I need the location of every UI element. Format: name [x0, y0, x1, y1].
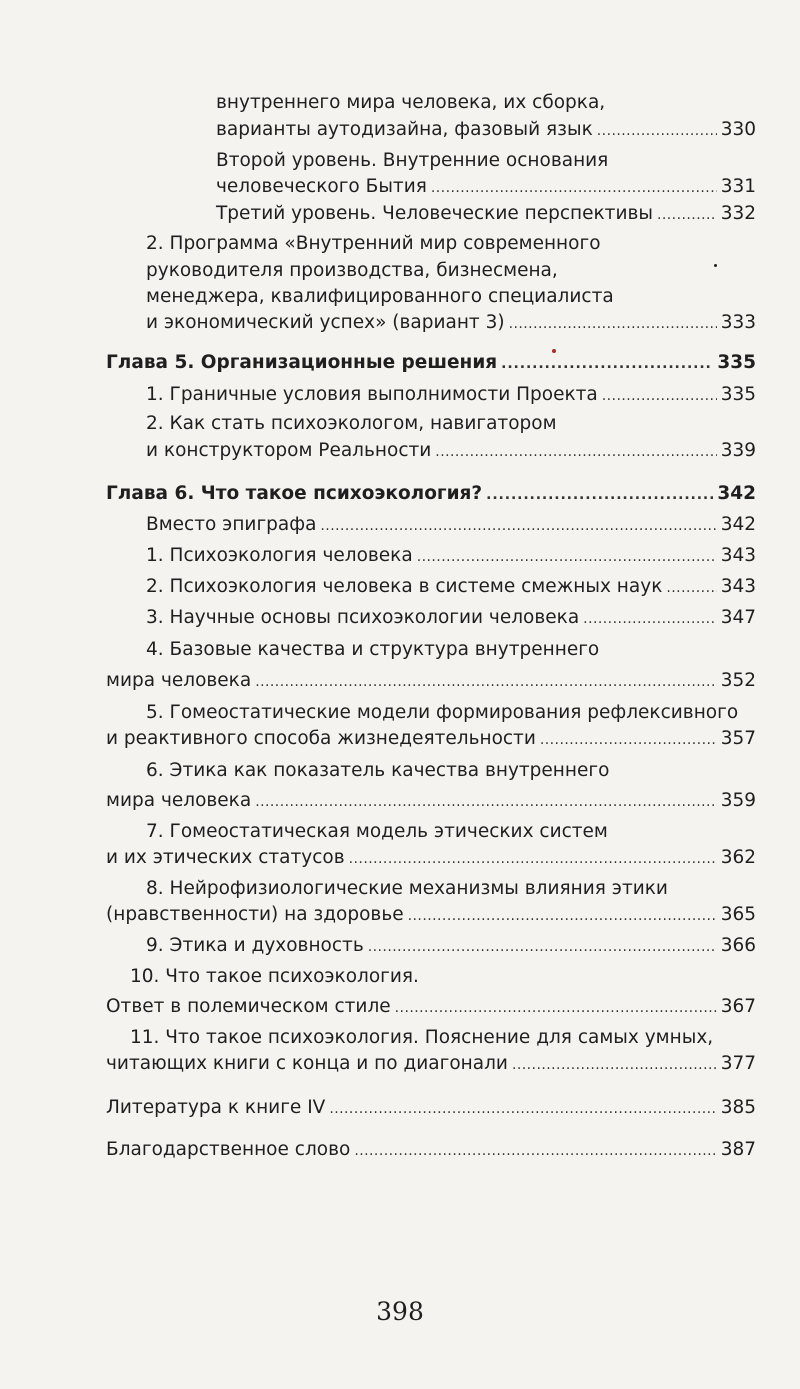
toc-entry-text: 1. Психоэкология человека — [146, 545, 413, 566]
toc-entry-line: 8. Нейрофизиологические механизмы влияния этики — [146, 878, 668, 899]
chapter-title: Глава 5. Организационные решения — [106, 352, 498, 373]
dot-leader — [255, 668, 716, 695]
toc-entry — [146, 574, 756, 601]
toc-entry-line: 7. Гомеостатическая модель этических систем — [146, 821, 608, 842]
toc-entry — [106, 726, 756, 753]
toc-page-number: 366 — [720, 935, 756, 956]
toc-entry-text: и их этических статусов — [106, 847, 345, 868]
toc-entry-text: Третий уровень. Человеческие перспективы — [216, 203, 653, 224]
toc-entry — [106, 1137, 756, 1164]
toc-entry-text: 3. Научные основы психоэкологии человека — [146, 607, 580, 628]
toc-entry-text: и конструктором Реальности — [146, 440, 432, 461]
toc-entry-text: 2. Психоэкология человека в системе смежных наук — [146, 576, 663, 597]
dot-leader — [583, 605, 717, 632]
toc-entry-line: внутреннего мира человека, их сборка, — [216, 92, 606, 113]
dot-leader — [501, 350, 713, 377]
dot-leader — [417, 543, 717, 570]
toc-entry-text: варианты аутодизайна, фазовый язык — [216, 119, 593, 140]
toc-page-number: 359 — [720, 790, 756, 811]
toc-page-number: 333 — [720, 312, 756, 333]
toc-page-number: 362 — [720, 847, 756, 868]
toc-entry-line: 2. Программа «Внутренний мир современного — [146, 233, 601, 254]
dot-leader — [255, 788, 716, 815]
toc-page-number: 332 — [720, 203, 756, 224]
toc-chapter-heading — [106, 350, 756, 377]
toc-entry — [106, 994, 756, 1021]
toc-entry — [146, 605, 756, 632]
toc-entry-text: читающих книги с конца и по диагонали — [106, 1053, 508, 1074]
toc-page-number: 385 — [720, 1097, 756, 1118]
toc-entry-line: 10. Что такое психоэкология. — [130, 966, 419, 987]
toc-entry-line: Второй уровень. Внутренние основания — [216, 150, 609, 171]
toc-page-number: 352 — [720, 670, 756, 691]
toc-page-number: 367 — [720, 996, 756, 1017]
dot-leader — [540, 726, 717, 753]
toc-page-number: 335 — [720, 384, 756, 405]
toc-page-number: 335 — [717, 352, 756, 373]
toc-entry-text: (нравственности) на здоровье — [106, 904, 404, 925]
toc-page-number: 357 — [720, 728, 756, 749]
dot-leader — [431, 174, 717, 201]
toc-entry — [146, 933, 756, 960]
dot-leader — [597, 117, 717, 144]
toc-entry-text: человеческого Бытия — [216, 176, 427, 197]
toc-page-number: 342 — [720, 514, 756, 535]
dot-leader — [666, 574, 716, 601]
dot-leader — [368, 933, 717, 960]
toc-entry-text: Вместо эпиграфа — [146, 514, 317, 535]
dot-leader — [320, 512, 716, 539]
toc-page-number: 343 — [720, 545, 756, 566]
dot-leader — [349, 845, 717, 872]
toc-page-number: 347 — [720, 607, 756, 628]
dot-leader — [329, 1095, 716, 1122]
dot-leader — [486, 481, 713, 508]
dot-leader — [395, 994, 717, 1021]
toc-entry-text: мира человека — [106, 670, 252, 691]
toc-entry-text: 9. Этика и духовность — [146, 935, 364, 956]
toc-entry — [146, 382, 756, 409]
toc-entry — [216, 174, 756, 201]
toc-page-number: 330 — [720, 119, 756, 140]
toc-entry-text: Благодарственное слово — [106, 1139, 351, 1160]
dot-leader — [408, 902, 717, 929]
toc-entry — [146, 543, 756, 570]
toc-entry — [106, 845, 756, 872]
scan-speck — [714, 264, 717, 267]
toc-entry-line: 2. Как стать психоэкологом, навигатором — [146, 413, 557, 434]
dot-leader — [602, 382, 717, 409]
toc-page-number: 342 — [717, 483, 756, 504]
toc-page-number: 339 — [720, 440, 756, 461]
toc-entry — [216, 201, 756, 228]
toc-entry — [106, 902, 756, 929]
scan-speck — [552, 349, 556, 353]
toc-entry-text: мира человека — [106, 790, 252, 811]
dot-leader — [509, 310, 717, 337]
toc-entry-text: Ответ в полемическом стиле — [106, 996, 391, 1017]
toc-entry-line: 6. Этика как показатель качества внутреннего — [146, 760, 610, 781]
toc-entry — [146, 512, 756, 539]
toc-page-number: 331 — [720, 176, 756, 197]
toc-page-number: 387 — [720, 1139, 756, 1160]
dot-leader — [512, 1051, 717, 1078]
toc-entry-line: 11. Что такое психоэкология. Пояснение для самых умных, — [130, 1027, 714, 1048]
toc-entry-line: менеджера, квалифицированного специалиста — [146, 286, 614, 307]
toc-entry — [106, 788, 756, 815]
toc-entry-line: руководителя производства, бизнесмена, — [146, 260, 558, 281]
toc-page-number: 365 — [720, 904, 756, 925]
toc-entry-text: Литература к книге IV — [106, 1097, 326, 1118]
toc-entry — [146, 310, 756, 337]
dot-leader — [657, 201, 717, 228]
chapter-title: Глава 6. Что такое психоэкология? — [106, 483, 483, 504]
toc-entry-line: 5. Гомеостатические модели формирования рефлексивного — [146, 702, 739, 723]
toc-page-number: 377 — [720, 1053, 756, 1074]
page-number: 398 — [376, 1297, 424, 1326]
toc-entry — [106, 1095, 756, 1122]
toc-entry-text: 1. Граничные условия выполнимости Проекта — [146, 384, 598, 405]
toc-entry — [216, 117, 756, 144]
toc-entry-line: 4. Базовые качества и структура внутреннего — [146, 639, 600, 660]
toc-chapter-heading — [106, 481, 756, 508]
toc-entry — [146, 438, 756, 465]
toc-entry — [106, 668, 756, 695]
toc-entry-text: и реактивного способа жизнедеятельности — [106, 728, 536, 749]
toc-entry-text: и экономический успех» (вариант 3) — [146, 312, 505, 333]
toc-page-number: 343 — [720, 576, 756, 597]
toc-entry — [106, 1051, 756, 1078]
dot-leader — [354, 1137, 716, 1164]
dot-leader — [435, 438, 716, 465]
